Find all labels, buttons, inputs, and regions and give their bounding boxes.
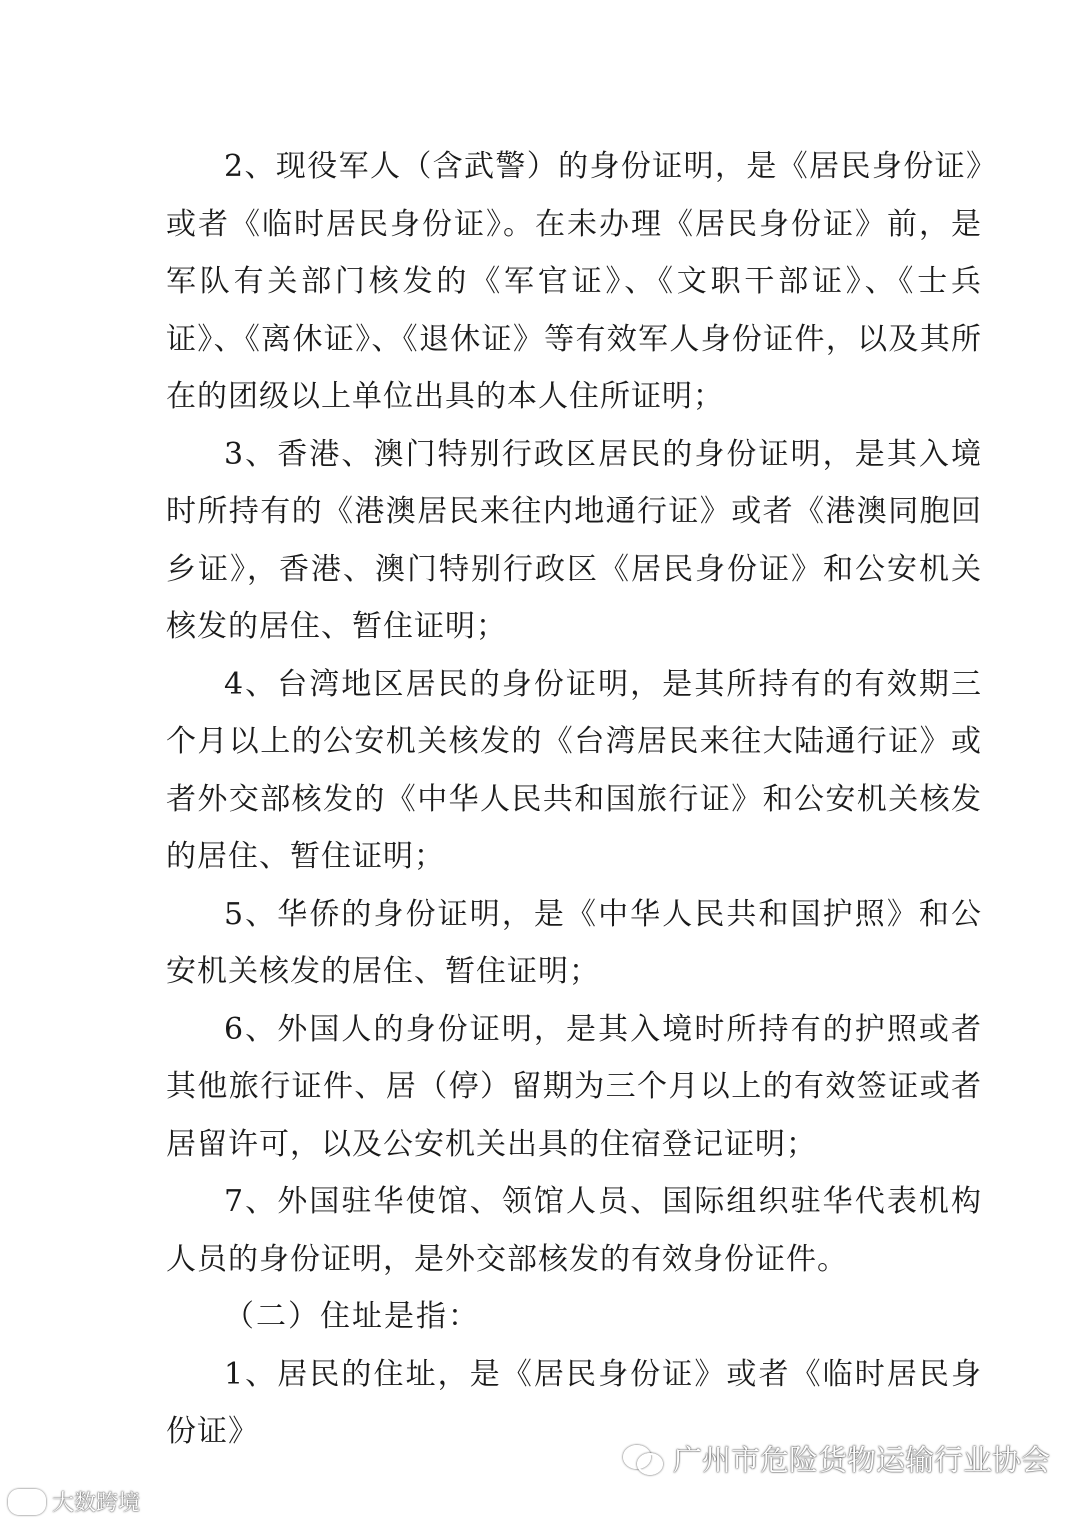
paragraph-3: 3、香港、澳门特别行政区居民的身份证明，是其入境时所持有的《港澳居民来往内地通行证》或者《港澳同胞回乡证》，香港、澳门特别行政区《居民身份证》和公安机关核发的居住、暂住证明； [166,436,982,644]
paragraph-5: 5、华侨的身份证明，是《中华人民共和国护照》和公安机关核发的居住、暂住证明； [166,896,982,989]
watermark-left-text: 大数跨境 [52,1491,141,1516]
wechat-icon [623,1443,663,1475]
paragraph-2: 2、现役军人（含武警）的身份证明，是《居民身份证》或者《临时居民身份证》。在未办理《居民身份证》前，是军队有关部门核发的《军官证》、《文职干部证》、《士兵证》、《离休证》、《退休证》等有效军人身份证件，以及其所在的团级以上单位出具的本人住所证明； [166,149,982,414]
paragraph-7: 7、外国驻华使馆、领馆人员、国际组织驻华代表机构人员的身份证明，是外交部核发的有效身份证件。 [166,1184,982,1277]
section-heading-address: （二）住址是指： [224,1299,480,1334]
watermark-left [8,1486,140,1517]
paragraph-6: 6、外国人的身份证明，是其入境时所持有的护照或者其他旅行证件、居（停）留期为三个月以上的有效签证或者居留许可，以及公安机关出具的住宿登记证明； [166,1011,982,1162]
watermark-right [623,1438,1050,1479]
paragraph-address-1: 1、居民的住址，是《居民身份证》或者《临时居民身份证》 [166,1356,982,1449]
paragraph-4: 4、台湾地区居民的身份证明，是其所持有的有效期三个月以上的公安机关核发的《台湾居民来往大陆通行证》或者外交部核发的《中华人民共和国旅行证》和公安机关核发的居住、暂住证明； [166,666,982,874]
watermark-right-text: 广州市危险货物运输行业协会 [672,1443,1050,1477]
infinity-logo-icon [8,1489,46,1515]
document-body [166,138,982,1461]
